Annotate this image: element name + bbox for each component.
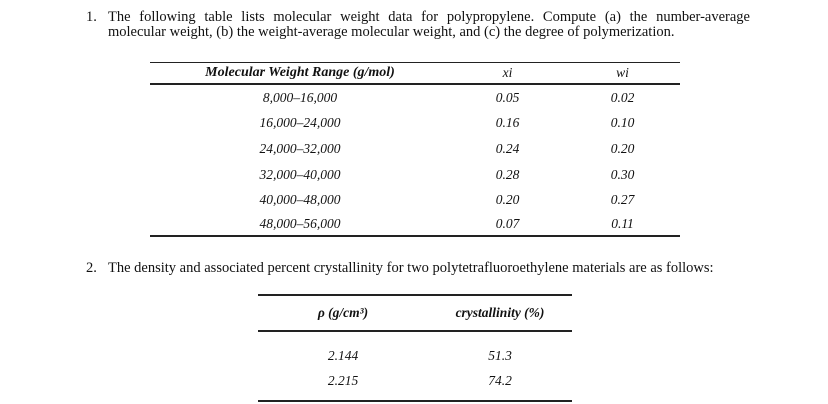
table-row <box>150 187 680 213</box>
problem-1 <box>86 10 750 40</box>
table-row <box>150 136 680 162</box>
header-molecular-weight-range: Molecular Weight Range (g/mol) <box>150 63 450 85</box>
table-cell: 0.20 <box>495 192 520 208</box>
header-density: ρ (g/cm³) <box>258 295 428 331</box>
table-row <box>150 162 680 188</box>
table-row <box>150 84 680 111</box>
density-crystallinity-table <box>258 294 572 402</box>
problem-2 <box>86 261 750 276</box>
table-cell: 0.20 <box>610 140 635 156</box>
header-crystallinity: crystallinity (%) <box>428 295 572 331</box>
table-row <box>150 111 680 137</box>
problem-text: The density and associated percent crystallinity for two polytetrafluoroethylene materials are as follows: <box>108 260 714 276</box>
table-cell: 51.3 <box>488 348 512 363</box>
table-cell: 24,000–32,000 <box>259 140 341 156</box>
table-cell: 74.2 <box>428 368 572 401</box>
table-row <box>150 213 680 236</box>
table-cell: 0.27 <box>610 192 635 208</box>
table-cell: 0.05 <box>495 89 520 105</box>
problem-text: The following table lists molecular weight data for polypropylene. Compute (a) the number-average molecular weight, (b) the weight-average molecular weight, and (c) the degree of polymerization. <box>108 9 750 40</box>
header-wi: wi <box>565 63 680 85</box>
table-cell: 2.215 <box>258 368 428 401</box>
table-cell: 0.02 <box>610 89 635 105</box>
molecular-weight-table <box>150 62 680 237</box>
problem-number: 2. <box>86 260 97 276</box>
table-cell: 32,000–40,000 <box>259 166 341 182</box>
header-xi: xi <box>450 63 565 85</box>
table-row <box>258 368 572 401</box>
table-cell: 48,000–56,000 <box>150 213 450 236</box>
table-cell: 0.16 <box>495 115 520 131</box>
table-cell: 0.07 <box>450 213 565 236</box>
table-cell: 0.24 <box>495 140 520 156</box>
problem-number: 1. <box>86 9 97 25</box>
table-cell: 0.10 <box>610 115 635 131</box>
table-header-row <box>258 295 572 331</box>
table-cell: 2.144 <box>327 348 359 363</box>
table-cell: 16,000–24,000 <box>259 115 341 131</box>
table-cell: 40,000–48,000 <box>259 192 341 208</box>
table-cell: 8,000–16,000 <box>262 89 338 105</box>
table-cell: 0.28 <box>495 166 520 182</box>
table-header-row <box>150 63 680 85</box>
table-cell: 0.30 <box>610 166 635 182</box>
table-cell: 0.11 <box>565 213 680 236</box>
table-row <box>258 331 572 368</box>
